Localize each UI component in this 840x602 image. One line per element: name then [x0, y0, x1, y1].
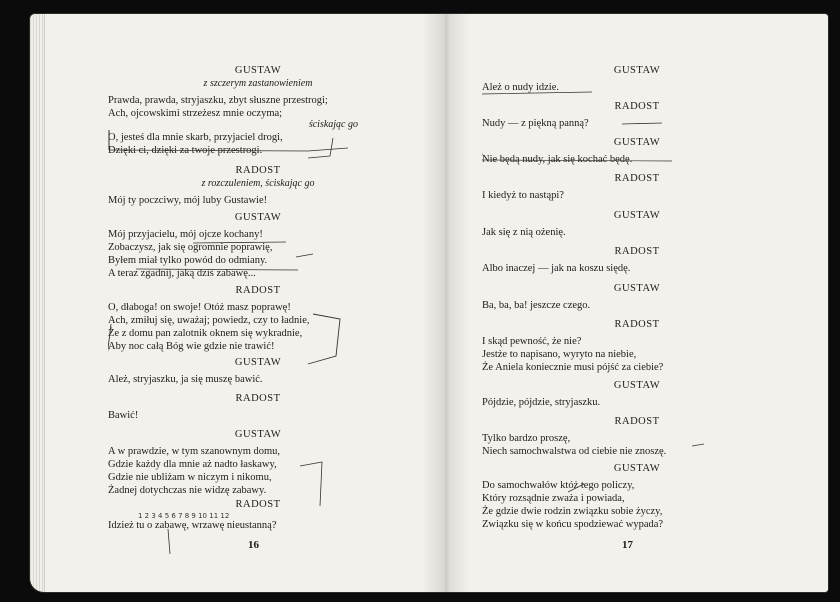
stage-direction: ściskając go: [308, 119, 358, 130]
block-r-gustaw-5: [482, 379, 792, 409]
block-gustaw-4: [108, 428, 408, 497]
stage-direction: z szczerym zastanowieniem: [203, 78, 313, 89]
verse-line: Dzięki ci, dzięki za twoje przestrogi.: [108, 145, 263, 156]
speaker-name: RADOST: [614, 416, 660, 427]
verse-line: Niech samochwalstwa od ciebie nie znoszę.: [482, 446, 667, 457]
block-r-radost-1: [482, 100, 792, 130]
speaker-name: GUSTAW: [234, 357, 282, 368]
verse-line: O, jesteś dla mnie skarb, przyjaciel drogi,: [108, 132, 283, 143]
verse-line: A w prawdzie, w tym szanownym domu,: [108, 446, 281, 457]
speaker-name: GUSTAW: [613, 463, 661, 474]
left-page: [108, 14, 408, 592]
block-gustaw-1b: [108, 118, 408, 157]
block-gustaw-2: [108, 211, 408, 280]
speaker-name: RADOST: [614, 319, 660, 330]
verse-line: O, dłaboga! on swoje! Otóż masz poprawę!: [108, 302, 291, 313]
verse-line: Że z domu pan zalotnik oknem się wykradnie,: [108, 328, 303, 339]
block-radost-2: [108, 284, 408, 353]
block-gustaw-3: [108, 356, 408, 386]
page-edges: [30, 14, 45, 592]
page-number: 16: [248, 539, 259, 551]
verse-line: Albo inaczej — jak na koszu siędę.: [482, 263, 631, 274]
handwritten-numbers: 1 2 3 4 5 6 7 8 9 10 11 12: [138, 512, 230, 520]
verse-line: Nudy — z piękną panną?: [482, 118, 589, 129]
verse-line: Żadnej dotychczas nie widzę zabawy.: [108, 485, 267, 496]
verse-line: Nie będą nudy, jak się kochać będę.: [482, 154, 633, 165]
open-book: [30, 14, 828, 592]
right-page: [482, 14, 792, 592]
verse-line: Związku się w końcu spodziewać wypada?: [482, 519, 664, 530]
speaker-name: RADOST: [614, 246, 660, 257]
verse-line: I kiedyż to nastąpi?: [482, 190, 564, 201]
verse-line: Tylko bardzo proszę,: [482, 433, 571, 444]
block-radost-4: [108, 498, 408, 532]
speaker-name: GUSTAW: [234, 65, 282, 76]
verse-line: Prawda, prawda, stryjaszku, zbyt słuszne przestrogi;: [108, 95, 328, 106]
speaker-name: RADOST: [235, 165, 281, 176]
speaker-name: GUSTAW: [613, 380, 661, 391]
speaker-name: RADOST: [614, 101, 660, 112]
verse-line: Ba, ba, ba! jeszcze czego.: [482, 300, 591, 311]
verse-line: Idzież tu o zabawę, wrzawę nieustanną?: [108, 520, 277, 531]
speaker-name: RADOST: [235, 393, 281, 404]
block-r-gustaw-6: [482, 462, 792, 531]
verse-line: Ach, zmiłuj się, uważaj; powiedz, czy to ładnie,: [108, 315, 310, 326]
verse-line: Mój ty poczciwy, mój luby Gustawie!: [108, 195, 268, 206]
verse-line: A teraz zgadnij, jaką dziś zabawę...: [108, 268, 256, 279]
verse-line: Byłem miał tylko powód do odmiany.: [108, 255, 268, 266]
block-gustaw-1: [108, 64, 408, 120]
verse-line: Zobaczysz, jak się ogromnie poprawię,: [108, 242, 273, 253]
verse-line: Bawić!: [108, 410, 139, 421]
block-r-gustaw-2: [482, 136, 792, 166]
speaker-name: GUSTAW: [234, 429, 282, 440]
verse-line: Gdzie każdy dla mnie aż nadto łaskawy,: [108, 459, 277, 470]
speaker-name: GUSTAW: [613, 210, 661, 221]
block-r-gustaw-1: [482, 64, 792, 94]
verse-line: Gdzie nie ubliżam w niczym i nikomu,: [108, 472, 272, 483]
verse-line: Ach, ojcowskimi strzeżesz mnie oczyma;: [108, 108, 283, 119]
block-r-radost-3: [482, 245, 792, 275]
speaker-name: GUSTAW: [613, 65, 661, 76]
speaker-name: RADOST: [235, 499, 281, 510]
verse-line: Ależ o nudy idzie.: [482, 82, 559, 93]
book-gutter: [422, 14, 470, 592]
verse-line: Aby noc całą Bóg wie gdzie nie trawić!: [108, 341, 275, 352]
speaker-name: RADOST: [614, 173, 660, 184]
speaker-name: RADOST: [235, 285, 281, 296]
stage-direction: z rozczuleniem, ściskając go: [201, 178, 315, 189]
block-r-radost-4: [482, 318, 792, 374]
verse-line: Mój przyjacielu, mój ojcze kochany!: [108, 229, 263, 240]
verse-line: Że Aniela koniecznie musi pójść za ciebie?: [482, 362, 664, 373]
verse-line: Który rozsądnie zważa i powiada,: [482, 493, 625, 504]
verse-line: I skąd pewność, że nie?: [482, 336, 582, 347]
speaker-name: GUSTAW: [613, 283, 661, 294]
block-r-gustaw-3: [482, 209, 792, 239]
block-radost-3: [108, 392, 408, 422]
speaker-name: GUSTAW: [613, 137, 661, 148]
verse-line: Jestże to napisano, wyryto na niebie,: [482, 349, 637, 360]
verse-line: Jak się z nią ożenię.: [482, 227, 566, 238]
verse-line: Do samochwałów któż tego policzy,: [482, 480, 635, 491]
page-number: 17: [622, 539, 633, 551]
block-radost-1: [108, 164, 408, 207]
block-r-radost-5: [482, 415, 792, 458]
verse-line: Że gdzie dwie rodzin związku sobie życzy,: [482, 506, 663, 517]
verse-line: Ależ, stryjaszku, ja się muszę bawić.: [108, 374, 263, 385]
block-r-gustaw-4: [482, 282, 792, 312]
block-r-radost-2: [482, 172, 792, 202]
verse-line: Pójdzie, pójdzie, stryjaszku.: [482, 397, 601, 408]
speaker-name: GUSTAW: [234, 212, 282, 223]
